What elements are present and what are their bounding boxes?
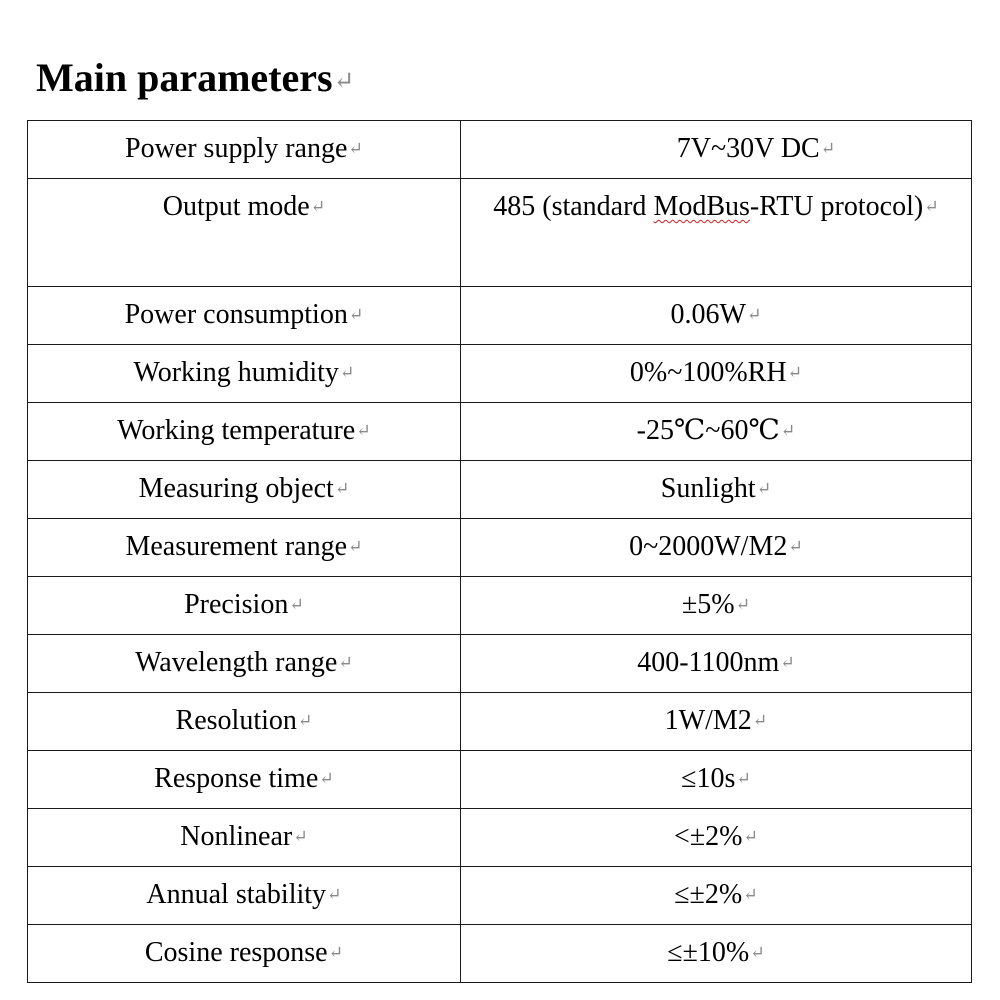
paragraph-mark-icon: ↵ bbox=[746, 305, 762, 324]
paragraph-mark-icon: ↵ bbox=[788, 537, 803, 556]
spellcheck-flagged-word: ModBus bbox=[653, 191, 750, 222]
table-row bbox=[28, 867, 972, 925]
paragraph-mark-icon: ↵ bbox=[924, 197, 939, 216]
parameter-value bbox=[461, 577, 972, 635]
table-row bbox=[28, 345, 972, 403]
label-text: Working temperature bbox=[117, 415, 356, 446]
table-row bbox=[28, 635, 972, 693]
value-text: 0~2000W/M2 bbox=[629, 531, 788, 562]
table-row bbox=[28, 179, 972, 287]
paragraph-mark-icon: ↵ bbox=[780, 653, 795, 672]
parameter-label bbox=[28, 925, 461, 983]
table-row bbox=[28, 121, 972, 179]
parameter-label bbox=[28, 867, 461, 925]
paragraph-mark-icon: ↵ bbox=[752, 711, 768, 730]
parameter-label bbox=[28, 809, 461, 867]
paragraph-mark-icon: ↵ bbox=[339, 363, 355, 382]
parameter-value bbox=[461, 751, 972, 809]
label-text: Resolution bbox=[175, 705, 297, 736]
value-text: ±5% bbox=[681, 589, 735, 620]
table-row bbox=[28, 693, 972, 751]
value-text: 400-1100nm bbox=[637, 647, 780, 678]
parameter-label bbox=[28, 345, 461, 403]
label-text: Cosine response bbox=[144, 937, 328, 968]
value-text bbox=[493, 191, 923, 222]
label-text: Wavelength range bbox=[135, 647, 338, 678]
paragraph-mark-icon: ↵ bbox=[756, 479, 772, 498]
parameter-label bbox=[28, 693, 461, 751]
table-row bbox=[28, 287, 972, 345]
paragraph-mark-icon: ↵ bbox=[356, 421, 371, 440]
value-text: 0.06W bbox=[670, 299, 746, 330]
paragraph-mark-icon: ↵ bbox=[333, 68, 355, 95]
parameter-label bbox=[28, 635, 461, 693]
value-text: 0%~100%RH bbox=[629, 357, 787, 388]
value-text: ≤±2% bbox=[674, 879, 743, 910]
table-row bbox=[28, 809, 972, 867]
label-text: Power supply range bbox=[125, 133, 348, 164]
parameter-value bbox=[461, 867, 972, 925]
value-text: 7V~30V DC bbox=[676, 133, 820, 164]
paragraph-mark-icon: ↵ bbox=[736, 769, 751, 788]
parameter-label bbox=[28, 461, 461, 519]
paragraph-mark-icon: ↵ bbox=[735, 595, 751, 614]
paragraph-mark-icon: ↵ bbox=[293, 827, 308, 846]
value-text: ≤10s bbox=[681, 763, 736, 794]
paragraph-mark-icon: ↵ bbox=[787, 363, 803, 382]
paragraph-mark-icon: ↵ bbox=[327, 885, 342, 904]
parameter-label bbox=[28, 179, 461, 287]
paragraph-mark-icon: ↵ bbox=[334, 479, 350, 498]
table-row bbox=[28, 577, 972, 635]
parameter-label bbox=[28, 751, 461, 809]
label-text: Nonlinear bbox=[180, 821, 293, 852]
parameter-value bbox=[461, 461, 972, 519]
label-text: Measuring object bbox=[138, 473, 334, 504]
value-text: ≤±10% bbox=[667, 937, 750, 968]
paragraph-mark-icon: ↵ bbox=[780, 421, 796, 440]
value-text: 1W/M2 bbox=[664, 705, 752, 736]
parameter-label bbox=[28, 403, 461, 461]
parameter-value bbox=[461, 179, 972, 287]
parameter-value bbox=[461, 345, 972, 403]
parameters-table bbox=[27, 120, 972, 983]
parameter-label bbox=[28, 577, 461, 635]
page-title bbox=[36, 52, 354, 110]
value-text-part: 485 (standard bbox=[493, 191, 654, 222]
table-row bbox=[28, 461, 972, 519]
paragraph-mark-icon: ↵ bbox=[348, 537, 363, 556]
parameter-value bbox=[461, 809, 972, 867]
parameter-value bbox=[461, 287, 972, 345]
parameter-value bbox=[461, 635, 972, 693]
paragraph-mark-icon: ↵ bbox=[743, 885, 758, 904]
label-text: Precision bbox=[184, 589, 289, 620]
label-text: Output mode bbox=[162, 191, 310, 222]
parameter-label bbox=[28, 287, 461, 345]
table-row bbox=[28, 751, 972, 809]
parameter-value bbox=[461, 925, 972, 983]
parameter-value bbox=[461, 403, 972, 461]
paragraph-mark-icon: ↵ bbox=[289, 595, 304, 614]
paragraph-mark-icon: ↵ bbox=[348, 139, 363, 158]
table-row bbox=[28, 519, 972, 577]
table-row bbox=[28, 925, 972, 983]
label-text: Annual stability bbox=[146, 879, 327, 910]
parameter-value bbox=[461, 693, 972, 751]
paragraph-mark-icon: ↵ bbox=[328, 943, 344, 962]
value-text: Sunlight bbox=[660, 473, 756, 504]
parameter-label bbox=[28, 121, 461, 179]
value-text: -25℃~60℃ bbox=[636, 415, 780, 446]
paragraph-mark-icon: ↵ bbox=[750, 943, 765, 962]
paragraph-mark-icon: ↵ bbox=[820, 139, 836, 158]
label-text: Power consumption bbox=[124, 299, 348, 330]
page-title-text: Main parameters bbox=[36, 55, 333, 100]
table-row bbox=[28, 403, 972, 461]
paragraph-mark-icon: ↵ bbox=[348, 305, 364, 324]
parameter-label bbox=[28, 519, 461, 577]
paragraph-mark-icon: ↵ bbox=[310, 197, 326, 216]
value-text-part: -RTU protocol) bbox=[749, 191, 924, 222]
paragraph-mark-icon: ↵ bbox=[319, 769, 334, 788]
label-text: Working humidity bbox=[133, 357, 339, 388]
label-text: Measurement range bbox=[125, 531, 348, 562]
paragraph-mark-icon: ↵ bbox=[297, 711, 313, 730]
paragraph-mark-icon: ↵ bbox=[743, 827, 759, 846]
paragraph-mark-icon: ↵ bbox=[338, 653, 353, 672]
parameter-value bbox=[461, 519, 972, 577]
parameter-value bbox=[461, 121, 972, 179]
value-text: <±2% bbox=[673, 821, 743, 852]
label-text: Response time bbox=[154, 763, 319, 794]
